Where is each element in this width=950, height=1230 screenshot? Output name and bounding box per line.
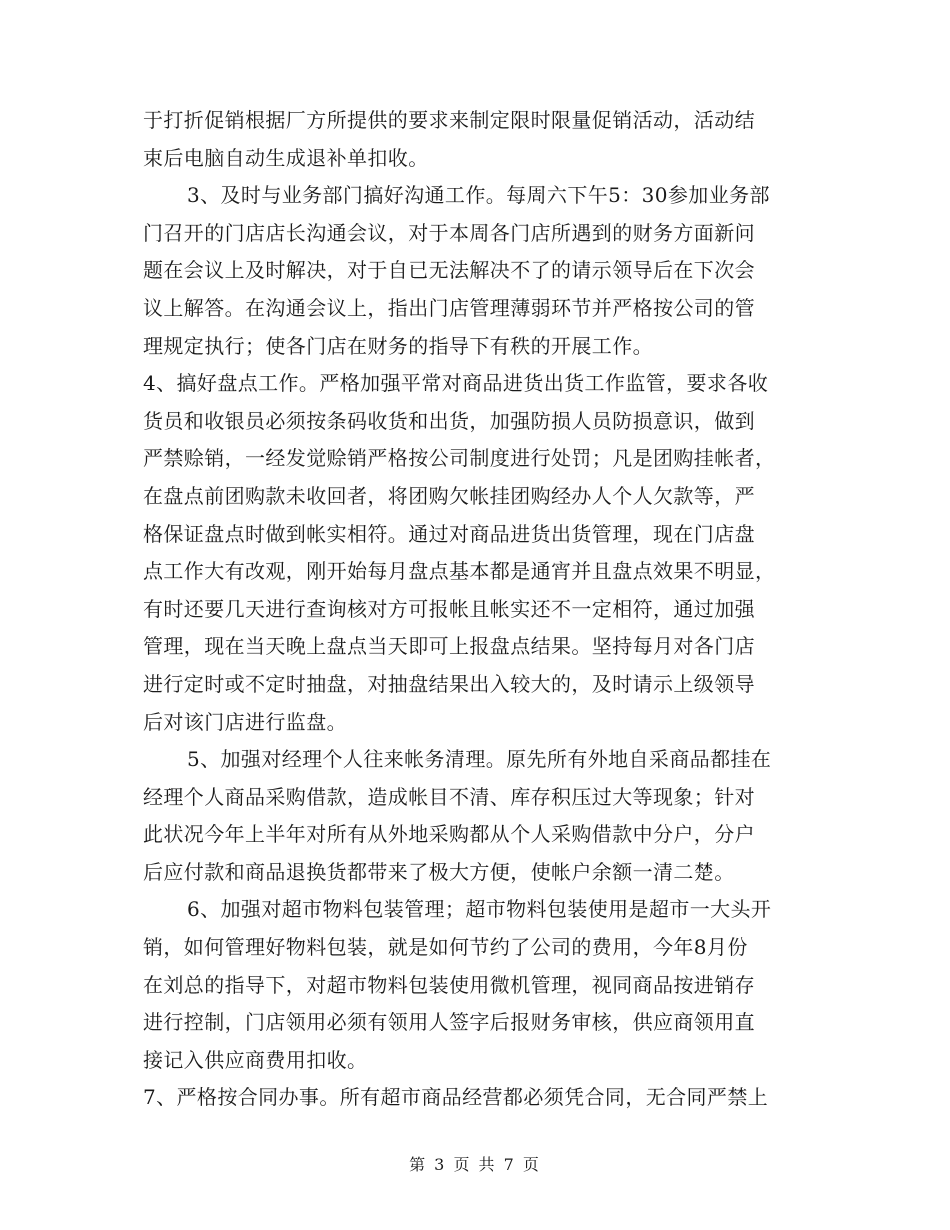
text-line: 此状况今年上半年对所有从外地采购都从个人采购借款中分户，分户 <box>143 822 755 847</box>
text-line: 管理，现在当天晚上盘点当天即可上报盘点结果。坚持每月对各门店 <box>143 634 755 659</box>
text-line: 经理个人商品采购借款，造成帐目不清、库存积压过大等现象；针对 <box>143 784 755 809</box>
text-line: 门召开的门店店长沟通会议，对于本周各门店所遇到的财务方面新问 <box>143 220 755 245</box>
text-line: 3、及时与业务部门搞好沟通工作。每周六下午5：30参加业务部 <box>187 183 770 208</box>
text-line: 后应付款和商品退换货都带来了极大方便，使帐户余额一清二楚。 <box>143 859 735 884</box>
text-line: 格保证盘点时做到帐实相符。通过对商品进货出货管理，现在门店盘 <box>143 521 755 546</box>
text-line: 在刘总的指导下，对超市物料包装使用微机管理，视同商品按进销存 <box>143 972 755 997</box>
text-line: 销，如何管理好物料包装，就是如何节约了公司的费用，今年8月份 <box>143 935 748 960</box>
text-line: 束后电脑自动生成退补单扣收。 <box>143 145 429 170</box>
text-line: 4、搞好盘点工作。严格加强平常对商品进货出货工作监管，要求各收 <box>143 371 769 396</box>
text-line: 7、严格按合同办事。所有超市商品经营都必须凭合同，无合同严禁上 <box>143 1085 769 1110</box>
text-line: 题在会议上及时解决，对于自已无法解决不了的请示领导后在下次会 <box>143 258 755 283</box>
text-line: 点工作大有改观，刚开始每月盘点基本都是通宵并且盘点效果不明显， <box>143 559 776 584</box>
document-body <box>143 102 813 1117</box>
page-number-footer: 第 3 页 共 7 页 <box>409 1155 541 1174</box>
text-line: 6、加强对超市物料包装管理；超市物料包装使用是超市一大头开 <box>187 897 772 922</box>
text-line: 严禁赊销，一经发觉赊销严格按公司制度进行处罚；凡是团购挂帐者， <box>143 446 776 471</box>
text-line: 议上解答。在沟通会议上，指出门店管理薄弱环节并严格按公司的管 <box>143 295 755 320</box>
text-line: 理规定执行；使各门店在财务的指导下有秩的开展工作。 <box>143 333 653 358</box>
text-line: 货员和收银员必须按条码收货和出货，加强防损人员防损意识，做到 <box>143 408 755 433</box>
text-line: 有时还要几天进行查询核对方可报帐且帐实还不一定相符，通过加强 <box>143 596 755 621</box>
text-line: 于打折促销根据厂方所提供的要求来制定限时限量促销活动，活动结 <box>143 108 755 132</box>
text-line: 接记入供应商费用扣收。 <box>143 1047 368 1072</box>
text-line: 进行定时或不定时抽盘，对抽盘结果出入较大的，及时请示上级领导 <box>143 671 755 696</box>
text-line: 后对该门店进行监盘。 <box>143 709 347 734</box>
text-line: 在盘点前团购款未收回者，将团购欠帐挂团购经办人个人欠款等，严 <box>143 483 755 508</box>
text-line: 进行控制，门店领用必须有领用人签字后报财务审核，供应商领用直 <box>143 1010 755 1035</box>
text-line: 5、加强对经理个人往来帐务清理。原先所有外地自采商品都挂在 <box>187 747 772 772</box>
